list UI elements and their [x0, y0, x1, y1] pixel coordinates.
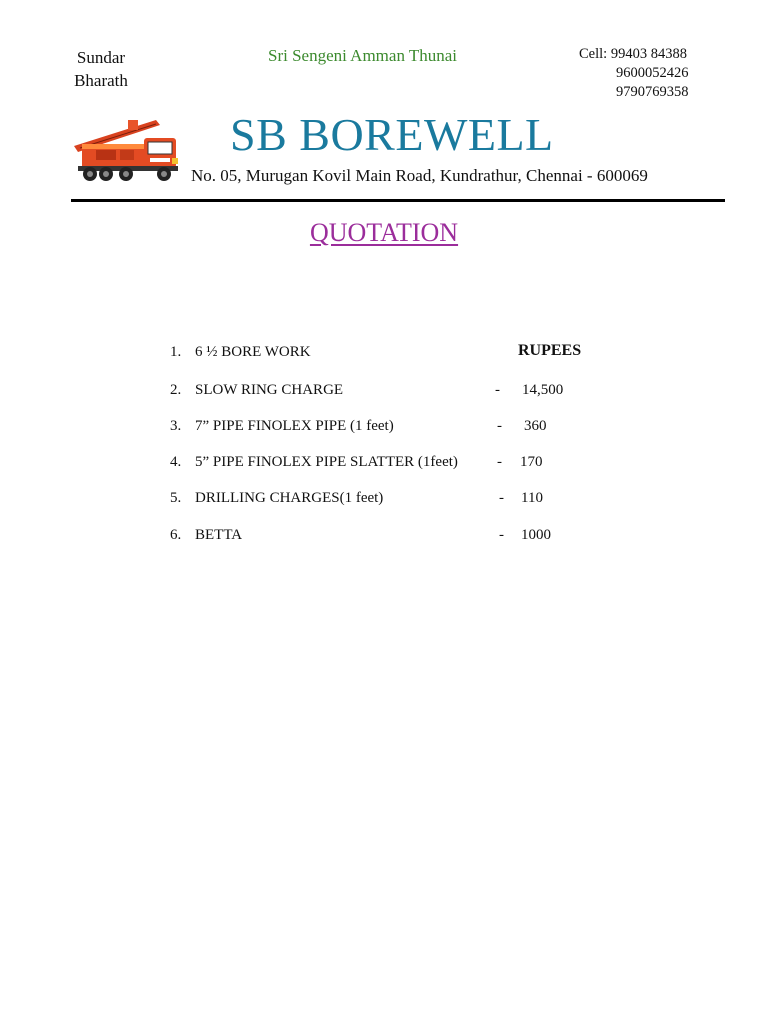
list-item	[170, 525, 242, 545]
drilling-truck-icon	[68, 114, 182, 186]
item-description: 5” PIPE FINOLEX PIPE SLATTER (1feet)	[195, 454, 458, 470]
item-description: DRILLING CHARGES(1 feet)	[195, 490, 384, 506]
item-number: 1.	[170, 344, 182, 360]
item-number: 2.	[170, 382, 182, 398]
amount-column-heading: RUPEES	[518, 342, 582, 359]
list-item	[170, 416, 394, 436]
list-item	[170, 488, 383, 508]
item-amount: 170	[520, 454, 543, 470]
list-item	[170, 452, 458, 472]
list-item	[170, 380, 343, 400]
item-number: 3.	[170, 418, 182, 434]
item-amount: 1000	[521, 527, 551, 543]
item-amount: 360	[524, 418, 547, 434]
item-number: 6.	[170, 527, 182, 543]
list-item	[170, 342, 311, 362]
document-title	[0, 218, 768, 248]
contact-numbers	[579, 45, 689, 102]
proprietor-name: Sundar Bharath	[74, 48, 128, 90]
company-name: SB BOREWELL	[230, 109, 554, 160]
cell-number-secondary: 9600052426	[616, 65, 689, 81]
item-description: SLOW RING CHARGE	[195, 382, 344, 398]
item-number: 5.	[170, 490, 182, 506]
item-separator: -	[495, 382, 500, 398]
item-amount: 14,500	[522, 382, 564, 398]
header-divider	[71, 199, 725, 202]
item-number: 4.	[170, 454, 182, 470]
blessing-text: Sri Sengeni Amman Thunai	[268, 46, 458, 65]
company-address: No. 05, Murugan Kovil Main Road, Kundrathur, Chennai - 600069	[191, 166, 648, 185]
item-separator: -	[497, 454, 502, 470]
item-description: 7” PIPE FINOLEX PIPE (1 feet)	[195, 418, 394, 434]
item-description: BETTA	[195, 527, 243, 543]
item-description: 6 ½ BORE WORK	[195, 344, 311, 360]
item-amount: 110	[521, 490, 543, 506]
item-separator: -	[499, 527, 504, 543]
item-separator: -	[499, 490, 504, 506]
document-title-text: QUOTATION	[309, 218, 459, 247]
cell-number-tertiary: 9790769358	[616, 84, 689, 100]
cell-number-primary: Cell: 99403 84388	[579, 46, 687, 62]
item-separator: -	[497, 418, 502, 434]
